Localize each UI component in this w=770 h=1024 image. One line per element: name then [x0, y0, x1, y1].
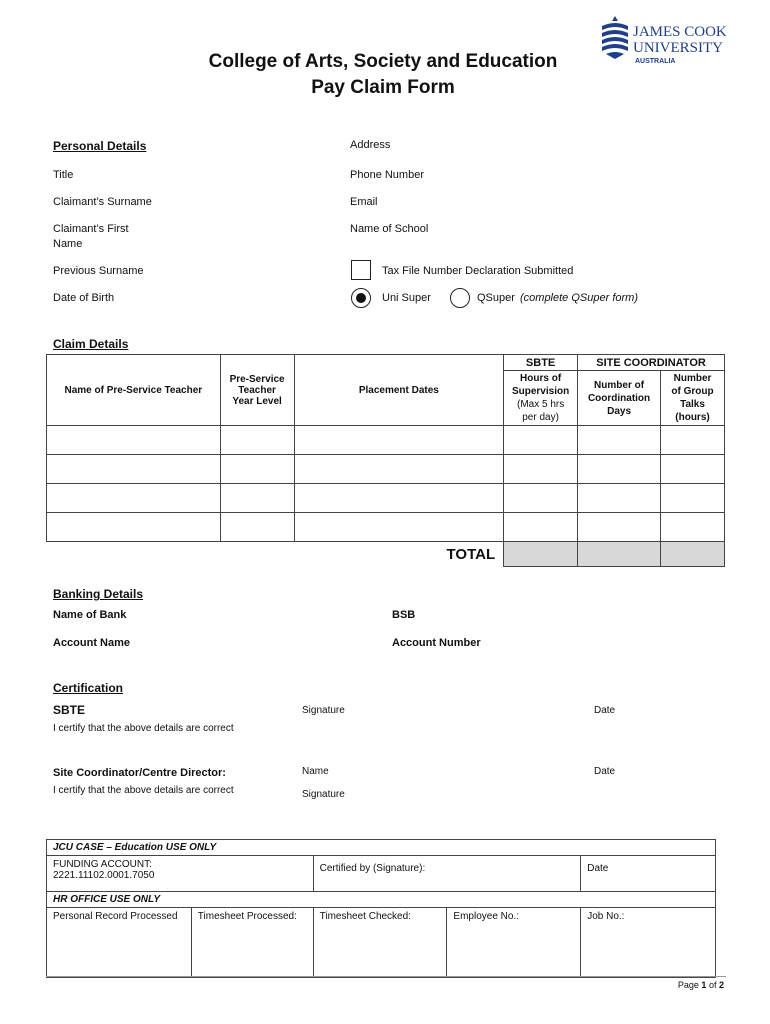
tfn-label: Tax File Number Declaration Submitted	[382, 265, 574, 277]
cell-input[interactable]	[661, 426, 725, 455]
page-number: Page 1 of 2	[677, 980, 724, 990]
account-number-label: Account Number	[392, 637, 481, 649]
table-row	[47, 455, 725, 484]
total-label: TOTAL	[446, 545, 496, 563]
uni-super-radio[interactable]	[351, 288, 371, 308]
col-year-header: Pre-Service Teacher Year Level	[220, 355, 294, 426]
table-row	[47, 426, 725, 455]
cell-input[interactable]	[220, 426, 294, 455]
employee-no-cell[interactable]: Employee No.:	[447, 908, 581, 978]
cell-input[interactable]	[294, 513, 504, 542]
cell-input[interactable]	[47, 513, 221, 542]
cell-input[interactable]	[294, 484, 504, 513]
coord-date-label: Date	[594, 766, 616, 777]
hr-office-heading: HR OFFICE USE ONLY	[47, 892, 716, 908]
cell-input[interactable]	[504, 426, 578, 455]
sbte-certify-text: I certify that the above details are correct	[53, 723, 234, 734]
site-coordinator-label: Site Coordinator/Centre Director:	[53, 767, 226, 779]
jcu-logo	[600, 14, 740, 70]
cell-input[interactable]	[504, 455, 578, 484]
phone-label: Phone Number	[350, 169, 424, 181]
bsb-label: BSB	[392, 609, 416, 621]
cell-input[interactable]	[47, 426, 221, 455]
cell-input[interactable]	[661, 484, 725, 513]
sbte-header: SBTE	[504, 355, 578, 371]
funding-account-cell	[47, 856, 314, 892]
timesheet-checked-cell[interactable]: Timesheet Checked:	[313, 908, 447, 978]
table-row	[47, 513, 725, 542]
claim-table	[46, 354, 725, 567]
first-name-label: Claimant’s First	[53, 223, 129, 235]
surname-label: Claimant’s Surname	[53, 196, 152, 208]
selected-dot-icon	[356, 293, 366, 303]
certification-heading: Certification	[53, 681, 124, 695]
table-row	[47, 484, 725, 513]
job-no-cell[interactable]: Job No.:	[581, 908, 716, 978]
cell-input[interactable]	[220, 513, 294, 542]
cell-input[interactable]	[578, 484, 661, 513]
cell-input[interactable]	[294, 426, 504, 455]
group-talks-header: Number of Group Talks (hours)	[661, 371, 725, 426]
cell-input[interactable]	[220, 484, 294, 513]
cell-input[interactable]	[578, 426, 661, 455]
address-label: Address	[350, 139, 391, 151]
title-label: Title	[53, 169, 74, 181]
claim-details-heading: Claim Details	[53, 337, 129, 351]
certified-by-cell[interactable]: Certified by (Signature):	[313, 856, 581, 892]
cell-input[interactable]	[578, 455, 661, 484]
personal-details-heading: Personal Details	[53, 139, 147, 153]
cell-input[interactable]	[504, 484, 578, 513]
coord-name-label: Name	[302, 766, 329, 777]
coord-certify-text: I certify that the above details are correct	[53, 785, 234, 796]
tfn-checkbox[interactable]	[351, 260, 371, 280]
logo-line1: JAMES COOK	[633, 24, 727, 40]
coord-days-header: Number of Coordination Days	[578, 371, 661, 426]
personal-record-cell[interactable]: Personal Record Processed	[47, 908, 192, 978]
funding-label: FUNDING ACCOUNT:	[53, 859, 152, 870]
footer-rule	[46, 976, 726, 977]
col-dates-header: Placement Dates	[294, 355, 504, 426]
banking-details-heading: Banking Details	[53, 587, 144, 601]
site-coordinator-header: SITE COORDINATOR	[578, 355, 725, 371]
cell-input[interactable]	[294, 455, 504, 484]
cell-input[interactable]	[220, 455, 294, 484]
jcu-case-heading: JCU CASE – Education USE ONLY	[47, 840, 716, 856]
office-use-table	[46, 839, 716, 978]
uni-super-label: Uni Super	[382, 292, 431, 304]
cell-input[interactable]	[47, 455, 221, 484]
sbte-date-label: Date	[594, 705, 616, 716]
qsuper-label: QSuper	[477, 292, 515, 304]
sbte-signature-label: Signature	[302, 705, 345, 716]
form-title-line2: Pay Claim Form	[311, 77, 455, 98]
dob-label: Date of Birth	[53, 292, 115, 304]
account-name-label: Account Name	[53, 637, 131, 649]
cell-input[interactable]	[47, 484, 221, 513]
hours-header: Hours of Supervision (Max 5 hrs per day)	[504, 371, 578, 426]
email-label: Email	[350, 196, 378, 208]
timesheet-processed-cell[interactable]: Timesheet Processed:	[191, 908, 313, 978]
office-date-cell[interactable]: Date	[581, 856, 716, 892]
total-coord-cell	[578, 542, 661, 567]
qsuper-radio[interactable]	[450, 288, 470, 308]
bank-name-label: Name of Bank	[53, 609, 127, 621]
coord-signature-label: Signature	[302, 789, 345, 800]
form-title-line1: College of Arts, Society and Education	[208, 51, 558, 72]
cell-input[interactable]	[661, 455, 725, 484]
first-name-label-2: Name	[53, 238, 83, 250]
total-row	[47, 542, 725, 567]
total-hours-cell	[504, 542, 578, 567]
funding-value: 2221.11102.0001.7050	[53, 870, 155, 881]
cell-input[interactable]	[578, 513, 661, 542]
previous-surname-label: Previous Surname	[53, 265, 144, 277]
cell-input[interactable]	[661, 513, 725, 542]
cell-input[interactable]	[504, 513, 578, 542]
jcu-crest-icon	[600, 14, 630, 60]
qsuper-note: (complete QSuper form)	[520, 292, 638, 304]
sbte-cert-label: SBTE	[53, 703, 86, 717]
logo-line2: UNIVERSITY	[633, 40, 723, 56]
total-talks-cell	[661, 542, 725, 567]
col-teacher-header: Name of Pre-Service Teacher	[47, 355, 221, 426]
school-label: Name of School	[350, 223, 429, 235]
logo-line3: AUSTRALIA	[635, 58, 676, 65]
